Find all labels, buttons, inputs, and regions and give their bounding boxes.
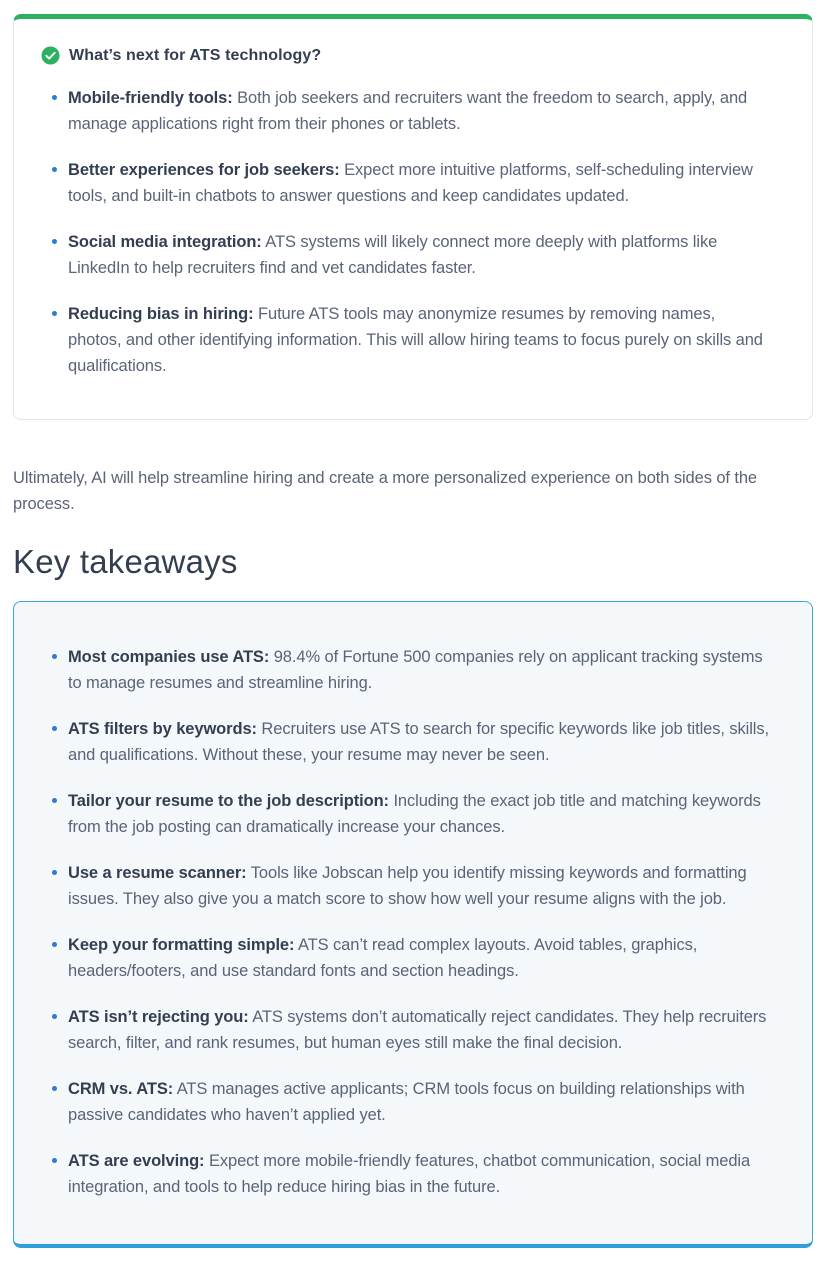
item-text: ATS systems don’t automatically reject candidates. They help recruiters search, filter, and rank resumes, but human eyes still make the final decision. (68, 1008, 767, 1052)
item-text: 98.4% of Fortune 500 companies rely on applicant tracking systems to manage resumes and streamline hiring. (68, 648, 763, 692)
item-lead: Mobile-friendly tools: (68, 89, 233, 107)
list-item (51, 932, 772, 984)
item-lead: Social media integration: (68, 233, 262, 251)
item-lead: Most companies use ATS: (68, 648, 270, 666)
section-heading-key-takeaways: Key takeaways (13, 543, 238, 580)
list-item (51, 644, 772, 696)
item-lead: ATS filters by keywords: (68, 720, 257, 738)
item-text: Expect more mobile-friendly features, chatbot communication, social media integration, and tools to help reduce hiring bias in the future. (68, 1152, 751, 1196)
item-text: Future ATS tools may anonymize resumes by removing names, photos, and other identifying information. This will allow hiring teams to focus purely on skills and qualifications. (68, 305, 763, 375)
whats-next-callout (13, 14, 813, 420)
item-text: ATS can’t read complex layouts. Avoid tables, graphics, headers/footers, and use standard fonts and section headings. (68, 936, 698, 980)
item-lead: Reducing bias in hiring: (68, 305, 254, 323)
bullet-icon (52, 942, 57, 947)
item-lead: CRM vs. ATS: (68, 1080, 174, 1098)
list-item (51, 1076, 772, 1128)
list-item (51, 1004, 772, 1056)
item-lead: Use a resume scanner: (68, 864, 247, 882)
list-item (51, 788, 772, 840)
list-item (51, 860, 772, 912)
item-lead: ATS are evolving: (68, 1152, 205, 1170)
bullet-icon (52, 726, 57, 731)
item-lead: Better experiences for job seekers: (68, 161, 340, 179)
item-text: Tools like Jobscan help you identify missing keywords and formatting issues. They also give you a match score to show how well your resume aligns with the job. (68, 864, 747, 908)
item-lead: Tailor your resume to the job description: (68, 792, 389, 810)
bullet-icon (52, 1086, 57, 1091)
key-takeaways-callout (13, 601, 813, 1248)
item-text: ATS systems will likely connect more deeply with platforms like LinkedIn to help recruiters find and vet candidates faster. (68, 233, 718, 277)
list-item (51, 1148, 772, 1200)
item-lead: ATS isn’t rejecting you: (68, 1008, 249, 1026)
list-item (51, 157, 772, 209)
bullet-icon (52, 870, 57, 875)
check-circle-icon (41, 46, 60, 65)
item-text: Expect more intuitive platforms, self-scheduling interview tools, and built-in chatbots to answer questions and keep candidates updated. (68, 161, 753, 205)
bullet-icon (52, 1158, 57, 1163)
callout-title-row (41, 46, 772, 65)
list-item (51, 229, 772, 281)
closing-paragraph: Ultimately, AI will help streamline hiring and create a more personalized experience on both sides of the process. (13, 469, 758, 513)
item-text: Both job seekers and recruiters want the freedom to search, apply, and manage applications right from their phones or tablets. (68, 89, 748, 133)
item-text: ATS manages active applicants; CRM tools focus on building relationships with passive candidates who haven’t applied yet. (68, 1080, 745, 1124)
callout-title: What’s next for ATS technology? (69, 46, 322, 64)
whats-next-list (41, 85, 772, 379)
bullet-icon (52, 239, 57, 244)
list-item (51, 716, 772, 768)
bullet-icon (52, 1014, 57, 1019)
bullet-icon (52, 167, 57, 172)
list-item (51, 85, 772, 137)
key-takeaways-list (51, 644, 772, 1200)
list-item (51, 301, 772, 379)
bullet-icon (52, 654, 57, 659)
item-text: Recruiters use ATS to search for specific keywords like job titles, skills, and qualifications. Without these, your resume may never be seen. (68, 720, 769, 764)
item-lead: Keep your formatting simple: (68, 936, 295, 954)
bullet-icon (52, 95, 57, 100)
bullet-icon (52, 798, 57, 803)
item-text: Including the exact job title and matching keywords from the job posting can dramatically increase your chances. (68, 792, 761, 836)
bullet-icon (52, 311, 57, 316)
